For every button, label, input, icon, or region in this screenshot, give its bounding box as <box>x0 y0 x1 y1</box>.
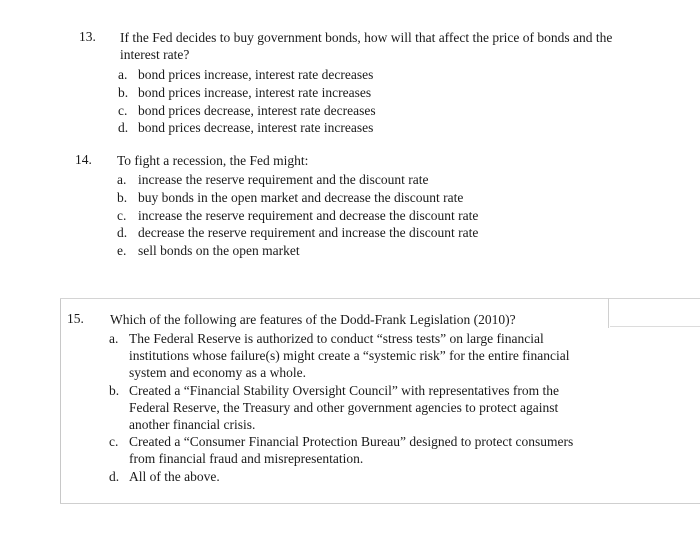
snippet-top-edge <box>60 298 700 299</box>
question-14 <box>0 152 700 262</box>
answer-options <box>109 330 594 485</box>
option-text: All of the above. <box>129 468 220 484</box>
option-a[interactable] <box>117 171 537 189</box>
question-15 <box>0 311 700 501</box>
option-b[interactable] <box>118 84 478 102</box>
question-text: To fight a recession, the Fed might: <box>117 153 309 168</box>
option-letter: c. <box>109 434 119 450</box>
option-text: Created a “Financial Stability Oversight Council” with representatives from the Federal Reserve, the Treasury and other government agencies to protect against another financial crisis. <box>129 382 560 433</box>
option-text: sell bonds on the open market <box>138 243 300 259</box>
question-number: 13. <box>79 29 96 44</box>
option-text: bond prices decrease, interest rate decreases <box>138 102 376 118</box>
answer-options <box>117 171 537 260</box>
question-number: 15. <box>67 311 84 326</box>
option-letter: d. <box>117 225 128 241</box>
snippet-bottom-edge <box>60 503 700 504</box>
option-c[interactable] <box>117 207 537 225</box>
option-letter: d. <box>109 468 120 484</box>
option-text: increase the reserve requirement and decrease the discount rate <box>138 207 479 223</box>
option-text: buy bonds in the open market and decrease the discount rate <box>138 189 464 205</box>
option-d[interactable] <box>117 224 537 242</box>
option-a[interactable] <box>109 330 594 382</box>
option-text: bond prices decrease, interest rate increases <box>138 120 374 136</box>
option-letter: b. <box>117 189 128 205</box>
question-text: Which of the following are features of the Dodd-Frank Legislation (2010)? <box>110 312 516 327</box>
option-d[interactable] <box>118 119 478 137</box>
answer-options <box>118 66 478 137</box>
option-letter: a. <box>117 172 127 187</box>
option-letter: b. <box>109 382 120 398</box>
option-b[interactable] <box>117 189 537 207</box>
question-text: If the Fed decides to buy government bonds, how will that affect the price of bonds and the interest rate? <box>120 30 613 62</box>
option-text: Created a “Consumer Financial Protection Bureau” designed to protect consumers from financial fraud and misrepresentation. <box>129 434 574 467</box>
option-e[interactable] <box>117 242 537 260</box>
option-letter: b. <box>118 84 129 100</box>
option-text: decrease the reserve requirement and increase the discount rate <box>138 225 479 241</box>
question-13 <box>0 29 700 139</box>
option-b[interactable] <box>109 382 594 434</box>
option-letter: d. <box>118 120 129 136</box>
option-text: increase the reserve requirement and the discount rate <box>138 172 429 187</box>
option-letter: a. <box>118 67 128 82</box>
option-letter: e. <box>117 243 127 259</box>
option-text: bond prices increase, interest rate decreases <box>138 67 374 82</box>
option-text: The Federal Reserve is authorized to conduct “stress tests” on large financial institutions whose failure(s) might create a “systemic risk” for the entire financial system and economy as a whole. <box>129 331 570 381</box>
option-c[interactable] <box>109 433 594 467</box>
option-c[interactable] <box>118 102 478 120</box>
option-letter: c. <box>118 102 128 118</box>
option-d[interactable] <box>109 468 594 485</box>
option-letter: a. <box>109 331 119 346</box>
option-a[interactable] <box>118 66 478 84</box>
option-letter: c. <box>117 207 127 223</box>
option-text: bond prices increase, interest rate increases <box>138 84 372 100</box>
question-number: 14. <box>75 152 92 167</box>
